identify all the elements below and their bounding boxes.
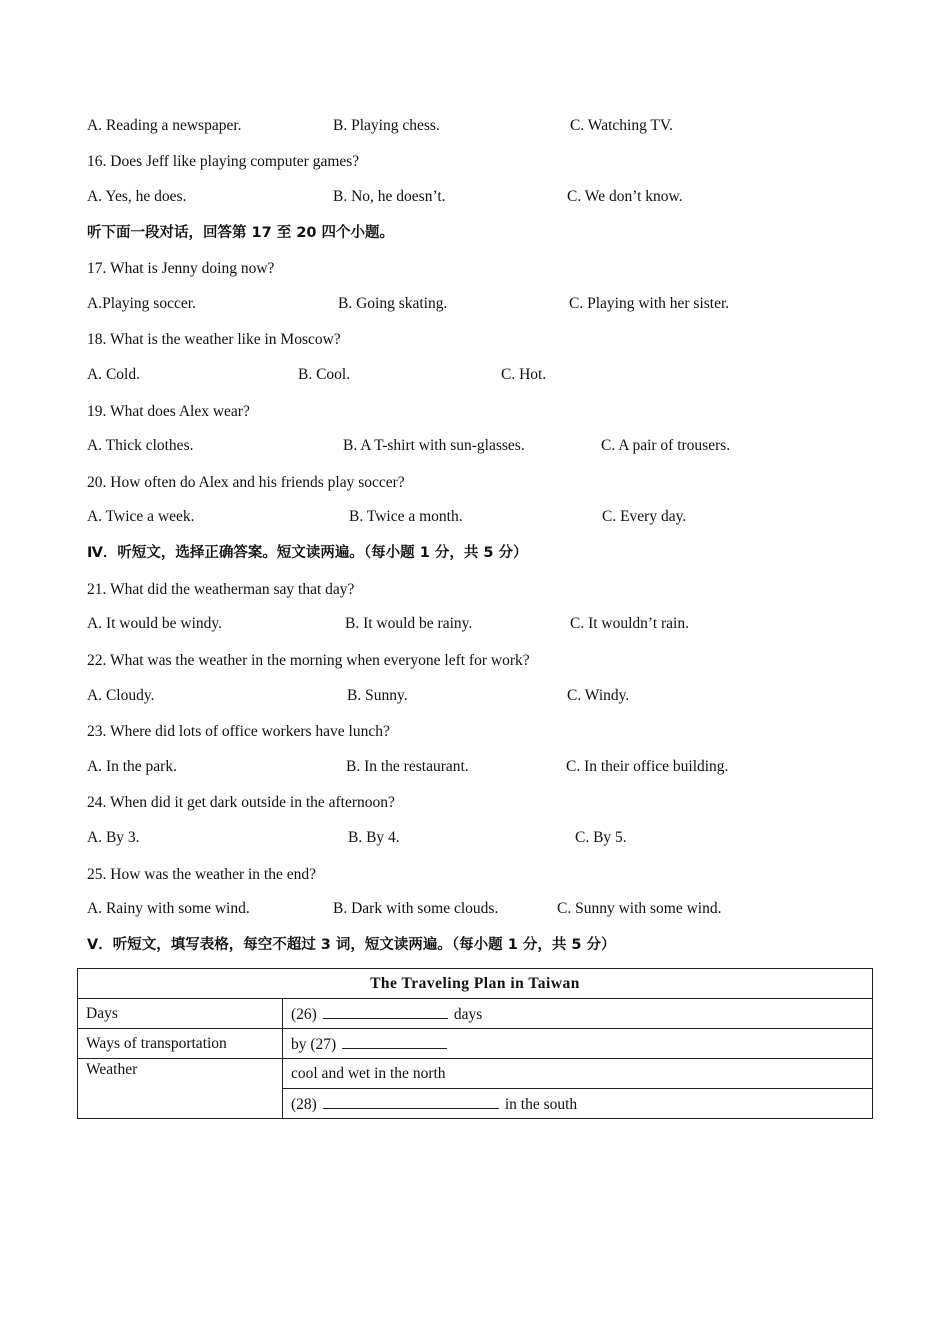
weather-south-cell	[283, 1089, 873, 1119]
instruction-17-20: 听下面一段对话，回答第 17 至 20 四个小题。	[87, 225, 395, 241]
q16-option-a: A. Yes, he does.	[87, 188, 187, 205]
table-row-weather-north	[78, 1059, 873, 1089]
q22-option-b: B. Sunny.	[347, 687, 408, 704]
q15-option-b: B. Playing chess.	[333, 117, 440, 134]
q20-option-a: A. Twice a week.	[87, 508, 195, 525]
traveling-plan-table	[77, 968, 873, 1119]
q18-option-c: C. Hot.	[501, 366, 547, 383]
blank-27[interactable]	[342, 1034, 447, 1049]
q24-option-c: C. By 5.	[575, 829, 627, 846]
q22-option-c: C. Windy.	[567, 687, 630, 704]
q24-option-b: B. By 4.	[348, 829, 400, 846]
q16-question: 16. Does Jeff like playing computer games?	[87, 153, 360, 170]
days-suffix: days	[453, 1005, 483, 1023]
blank-28-number: (28)	[291, 1095, 317, 1113]
q20-option-b: B. Twice a month.	[349, 508, 463, 525]
q21-option-c: C. It wouldn’t rain.	[570, 615, 689, 632]
q17-option-b: B. Going skating.	[338, 295, 448, 312]
q18-option-b: B. Cool.	[298, 366, 351, 383]
south-suffix: in the south	[504, 1095, 578, 1113]
q23-option-a: A. In the park.	[87, 758, 177, 775]
q23-option-b: B. In the restaurant.	[346, 758, 469, 775]
transport-label: Ways of transportation	[78, 1029, 283, 1059]
q23-option-c: C. In their office building.	[566, 758, 729, 775]
q21-option-a: A. It would be windy.	[87, 615, 223, 632]
days-label: Days	[78, 999, 283, 1029]
q15-option-a: A. Reading a newspaper.	[87, 117, 242, 134]
q17-question: 17. What is Jenny doing now?	[87, 260, 275, 277]
q24-question: 24. When did it get dark outside in the afternoon?	[87, 794, 395, 811]
q18-option-a: A. Cold.	[87, 366, 140, 383]
table-row-days	[78, 999, 873, 1029]
q25-option-a: A. Rainy with some wind.	[87, 900, 250, 917]
q21-option-b: B. It would be rainy.	[345, 615, 473, 632]
q25-option-c: C. Sunny with some wind.	[557, 900, 722, 917]
q19-option-c: C. A pair of trousers.	[601, 437, 731, 454]
blank-26[interactable]	[323, 1004, 448, 1019]
q17-option-a: A.Playing soccer.	[87, 295, 196, 312]
q19-question: 19. What does Alex wear?	[87, 403, 250, 420]
q20-question: 20. How often do Alex and his friends play soccer?	[87, 474, 405, 491]
q18-question: 18. What is the weather like in Moscow?	[87, 331, 341, 348]
q15-option-c: C. Watching TV.	[570, 117, 673, 134]
weather-north-cell: cool and wet in the north	[283, 1059, 873, 1089]
table-title: The Traveling Plan in Taiwan	[78, 969, 873, 999]
table-row-transport	[78, 1029, 873, 1059]
days-answer-cell	[283, 999, 873, 1029]
q16-option-b: B. No, he doesn’t.	[333, 188, 446, 205]
transport-answer-cell	[283, 1029, 873, 1059]
q20-option-c: C. Every day.	[602, 508, 687, 525]
q21-question: 21. What did the weatherman say that day?	[87, 581, 355, 598]
section-5-heading: Ⅴ．听短文，填写表格，每空不超过 3 词，短文读两遍。（每小题 1 分，共 5 分）	[87, 937, 616, 953]
blank-28[interactable]	[323, 1094, 499, 1109]
q25-question: 25. How was the weather in the end?	[87, 866, 316, 883]
q17-option-c: C. Playing with her sister.	[569, 295, 730, 312]
q23-question: 23. Where did lots of office workers have lunch?	[87, 723, 390, 740]
q19-option-b: B. A T-shirt with sun-glasses.	[343, 437, 525, 454]
blank-26-number: (26)	[291, 1005, 317, 1023]
blank-27-number: by (27)	[291, 1035, 337, 1053]
q16-option-c: C. We don’t know.	[567, 188, 683, 205]
q22-option-a: A. Cloudy.	[87, 687, 155, 704]
section-4-heading: Ⅳ．听短文，选择正确答案。短文读两遍。（每小题 1 分，共 5 分）	[87, 545, 528, 561]
q24-option-a: A. By 3.	[87, 829, 140, 846]
q19-option-a: A. Thick clothes.	[87, 437, 194, 454]
weather-label: Weather	[78, 1059, 283, 1119]
q25-option-b: B. Dark with some clouds.	[333, 900, 499, 917]
q22-question: 22. What was the weather in the morning when everyone left for work?	[87, 652, 530, 669]
